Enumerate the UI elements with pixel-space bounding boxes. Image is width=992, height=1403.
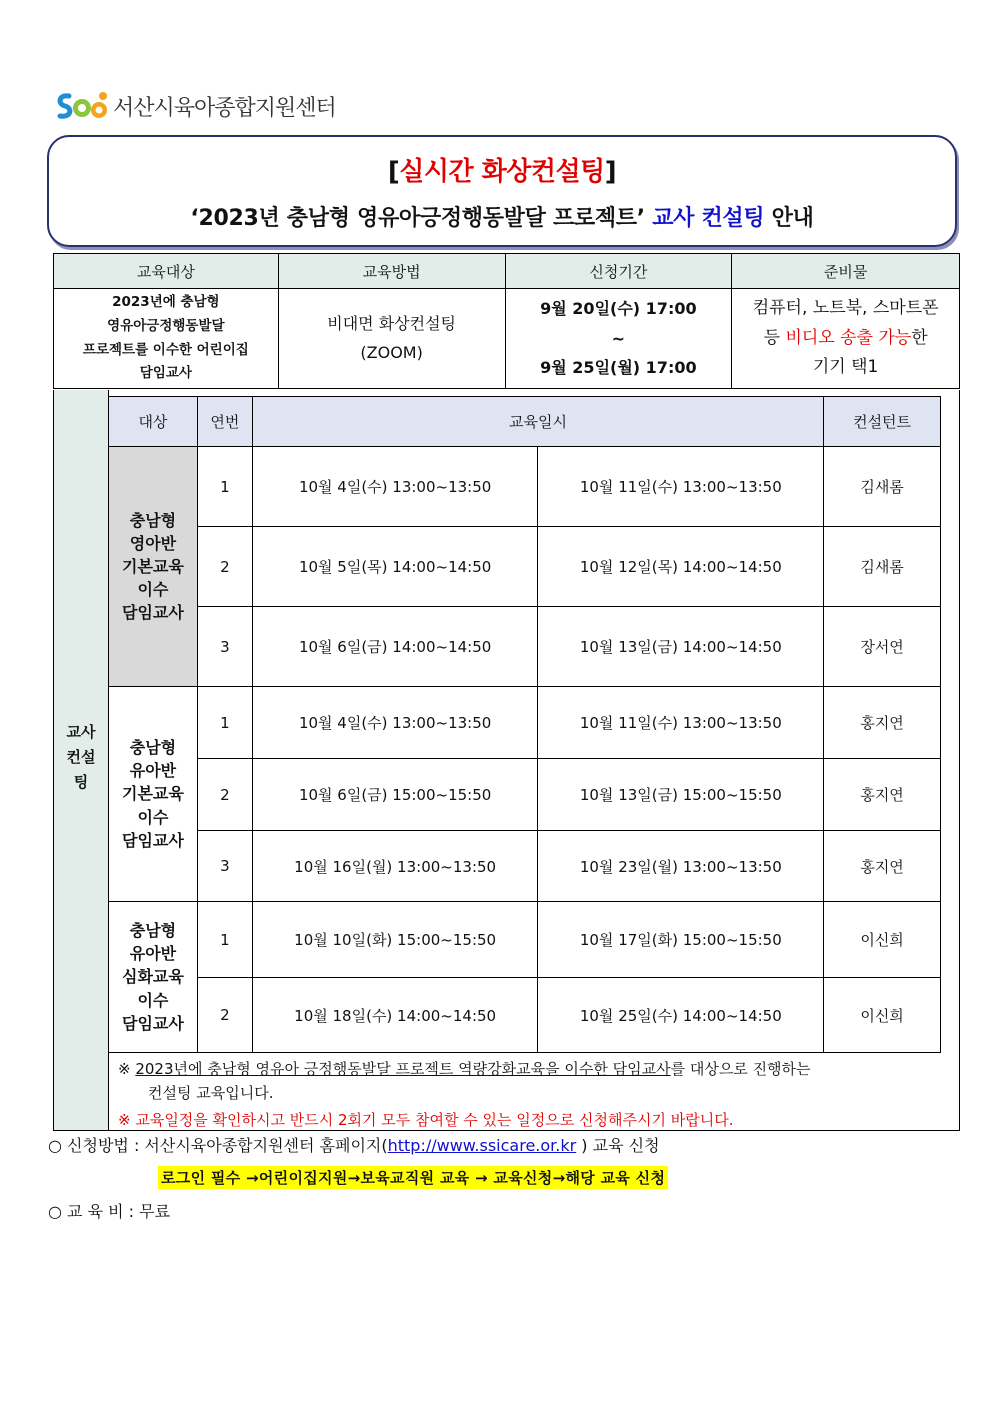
session-2-date: 10월 13일(금) 14:00~14:50 bbox=[538, 607, 824, 687]
consultant-name: 이신희 bbox=[824, 978, 941, 1053]
info-header-row bbox=[54, 254, 960, 289]
prep-cell: 컴퓨터, 노트북, 스마트폰 등 비디오 송출 가능한 기기 택1 bbox=[732, 289, 960, 389]
table-row bbox=[109, 978, 941, 1053]
session-1-date: 10월 5일(목) 14:00~14:50 bbox=[252, 527, 538, 607]
table-row bbox=[109, 607, 941, 687]
schedule-header-row bbox=[109, 397, 941, 447]
row-num: 2 bbox=[197, 527, 252, 607]
session-2-date: 10월 12일(목) 14:00~14:50 bbox=[538, 527, 824, 607]
group-infant-basic: 충남형 영아반 기본교육 이수 담임교사 bbox=[109, 447, 198, 687]
center-logo bbox=[55, 88, 336, 124]
table-row bbox=[109, 831, 941, 902]
col-target: 대상 bbox=[109, 397, 198, 447]
consultant-name: 김새롬 bbox=[824, 447, 941, 527]
header-target: 교육대상 bbox=[54, 254, 279, 289]
session-1-date: 10월 6일(금) 15:00~15:50 bbox=[252, 759, 538, 831]
apply-method: ○ 신청방법 : 서산시육아종합지원센터 홈페이지(http://www.ssicare.or.kr ) 교육 신청 bbox=[48, 1136, 660, 1155]
col-num: 연번 bbox=[197, 397, 252, 447]
row-num: 3 bbox=[197, 831, 252, 902]
row-num: 1 bbox=[197, 902, 252, 978]
consultant-name: 홍지연 bbox=[824, 759, 941, 831]
consultant-name: 장서연 bbox=[824, 607, 941, 687]
session-2-date: 10월 11일(수) 13:00~13:50 bbox=[538, 447, 824, 527]
table-row bbox=[109, 902, 941, 978]
row-num: 1 bbox=[197, 687, 252, 759]
group-child-basic: 충남형 유아반 기본교육 이수 담임교사 bbox=[109, 687, 198, 902]
session-1-date: 10월 10일(화) 15:00~15:50 bbox=[252, 902, 538, 978]
side-column bbox=[54, 390, 109, 1130]
homepage-link[interactable]: http://www.ssicare.or.kr bbox=[387, 1136, 577, 1155]
consultant-name: 김새롬 bbox=[824, 527, 941, 607]
session-2-date: 10월 23일(월) 13:00~13:50 bbox=[538, 831, 824, 902]
col-consultant: 컨설턴트 bbox=[824, 397, 941, 447]
apply-path: 로그인 필수 →어린이집지원→보육교직원 교육 → 교육신청→해당 교육 신청 bbox=[158, 1166, 668, 1189]
side-label: 교사 컨설 팅 bbox=[66, 723, 96, 791]
consultant-name: 홍지연 bbox=[824, 831, 941, 902]
period-cell: 9월 20일(수) 17:00 ~ 9월 25일(월) 17:00 bbox=[505, 289, 732, 389]
group-child-advanced: 충남형 유아반 심화교육 이수 담임교사 bbox=[109, 902, 198, 1053]
session-2-date: 10월 17일(화) 15:00~15:50 bbox=[538, 902, 824, 978]
header-period: 신청기간 bbox=[505, 254, 732, 289]
row-num: 2 bbox=[197, 978, 252, 1053]
session-1-date: 10월 6일(금) 14:00~14:50 bbox=[252, 607, 538, 687]
target-cell: 2023년에 충남형 영유아긍정행동발달 프로젝트를 이수한 어린이집 담임교사 bbox=[54, 289, 279, 389]
session-1-date: 10월 16일(월) 13:00~13:50 bbox=[252, 831, 538, 902]
title-box bbox=[47, 135, 957, 247]
title-main: [실시간 화상컨설팅] bbox=[387, 157, 617, 187]
consultant-name: 홍지연 bbox=[824, 687, 941, 759]
method-cell: 비대면 화상컨설팅 (ZOOM) bbox=[278, 289, 505, 389]
session-2-date: 10월 11일(수) 13:00~13:50 bbox=[538, 687, 824, 759]
table-row bbox=[109, 527, 941, 607]
session-1-date: 10월 4일(수) 13:00~13:50 bbox=[252, 687, 538, 759]
schedule-table bbox=[108, 396, 941, 1053]
note-attendance: ※ 교육일정을 확인하시고 반드시 2회기 모두 참여할 수 있는 일정으로 신청해주시기 바랍니다. bbox=[118, 1111, 734, 1129]
table-row bbox=[109, 759, 941, 831]
info-table bbox=[53, 253, 960, 389]
center-name: 서산시육아종합지원센터 bbox=[113, 95, 336, 121]
col-datetime: 교육일시 bbox=[252, 397, 823, 447]
sscc-logo-icon bbox=[55, 88, 111, 124]
session-1-date: 10월 18일(수) 14:00~14:50 bbox=[252, 978, 538, 1053]
table-row bbox=[109, 687, 941, 759]
info-body-row bbox=[54, 289, 960, 389]
row-num: 1 bbox=[197, 447, 252, 527]
table-row bbox=[109, 447, 941, 527]
session-2-date: 10월 13일(금) 15:00~15:50 bbox=[538, 759, 824, 831]
session-1-date: 10월 4일(수) 13:00~13:50 bbox=[252, 447, 538, 527]
row-num: 2 bbox=[197, 759, 252, 831]
title-sub: ‘2023년 충남형 영유아긍정행동발달 프로젝트’ 교사 컨설팅 안내 bbox=[190, 206, 814, 231]
note-eligibility: ※ 2023년에 충남형 영유아 긍정행동발달 프로젝트 역량강화교육을 이수한 담임교사를 대상으로 진행하는 컨설팅 교육입니다. bbox=[118, 1060, 811, 1102]
consultant-name: 이신희 bbox=[824, 902, 941, 978]
row-num: 3 bbox=[197, 607, 252, 687]
session-2-date: 10월 25일(수) 14:00~14:50 bbox=[538, 978, 824, 1053]
fee-info: ○ 교 육 비 : 무료 bbox=[48, 1202, 171, 1221]
header-prep: 준비물 bbox=[732, 254, 960, 289]
header-method: 교육방법 bbox=[278, 254, 505, 289]
